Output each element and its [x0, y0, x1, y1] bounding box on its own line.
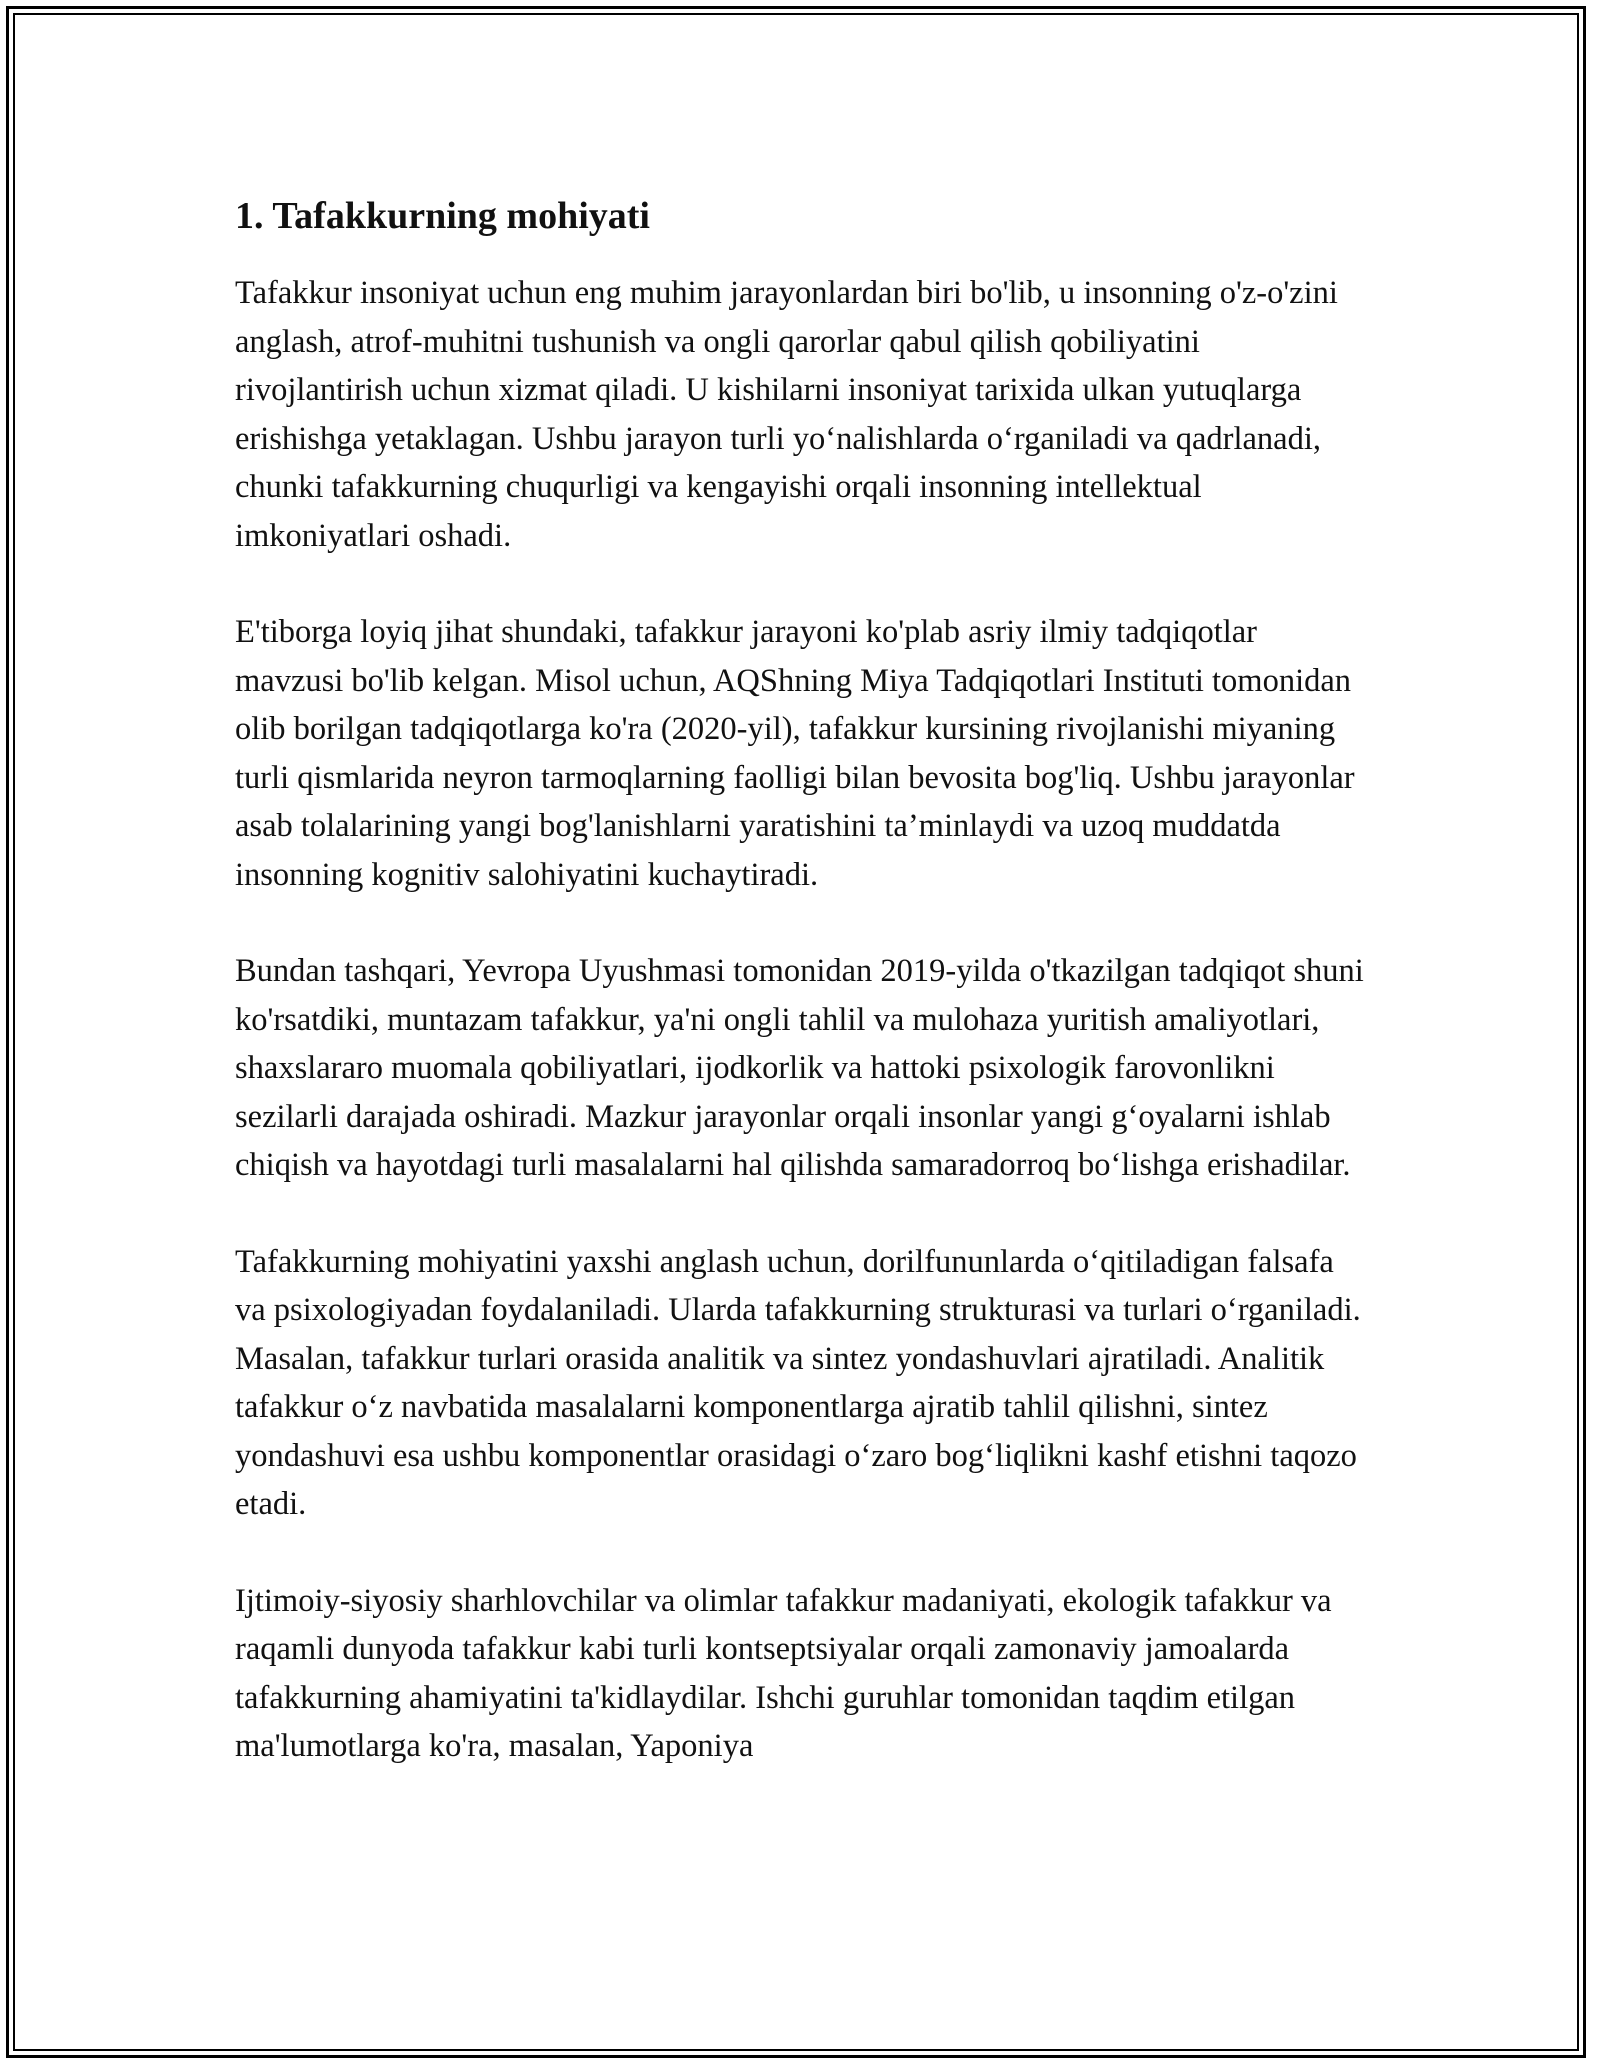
paragraph-2: E'tiborga loyiq jihat shundaki, tafakkur jarayoni ko'plab asriy ilmiy tadqiqotlar mavzusi bo'lib kelgan. Misol uchun, AQShning Miya Tadqiqotlari Instituti tomonidan olib borilgan tadqiqotlarga ko'ra (2020-yil), tafakkur kursining rivojlanishi miyaning turli qismlarida neyron tarmoqlarning faolligi bilan bevosita bog'liq. Ushbu jarayonlar asab tolalarining yangi bog'lanishlarni yaratishini ta’minlaydi va uzoq muddatda insonning kognitiv salohiyatini kuchaytiradi.: [235, 614, 1355, 893]
section-heading: 1. Tafakkurning mohiyati: [235, 195, 650, 237]
paragraph-1: Tafakkur insoniyat uchun eng muhim jarayonlardan biri bo'lib, u insonning o'z-o'zini anglash, atrof-muhitni tushunish va ongli qarorlar qabul qilish qobiliyatini rivojlantirish uchun xizmat qiladi. U kishilarni insoniyat tarixida ulkan yutuqlarga erishishga yetaklagan. Ushbu jarayon turli yo‘nalishlarda o‘rganiladi va qadrlanadi, chunki tafakkurning chuqurligi va kengayishi orqali insonning intellektual imkoniyatlari oshadi.: [235, 275, 1338, 554]
paragraph-3: Bundan tashqari, Yevropa Uyushmasi tomonidan 2019-yilda o'tkazilgan tadqiqot shuni ko'rsatdiki, muntazam tafakkur, ya'ni ongli tahlil va mulohaza yuritish amaliyotlari, shaxslararo muomala qobiliyatlari, ijodkorlik va hattoki psixologik farovonlikni sezilarli darajada oshiradi. Mazkur jarayonlar orqali insonlar yangi g‘oyalarni ishlab chiqish va hayotdagi turli masalalarni hal qilishda samaradorroq bo‘lishga erishadilar.: [235, 953, 1364, 1184]
paragraph-4: Tafakkurning mohiyatini yaxshi anglash uchun, dorilfununlarda o‘qitiladigan falsafa va psixologiyadan foydalaniladi. Ularda tafakkurning strukturasi va turlari o‘rganiladi. Masalan, tafakkur turlari orasida analitik va sintez yondashuvlari ajratiladi. Analitik tafakkur o‘z navbatida masalalarni komponentlarga ajratib tahlil qilishni, sintez yondashuvi esa ushbu komponentlar orasidagi o‘zaro bog‘liqlikni kashf etishni taqozo etadi.: [235, 1243, 1361, 1523]
paragraph-5: Ijtimoiy-siyosiy sharhlovchilar va olimlar tafakkur madaniyati, ekologik tafakkur va raqamli dunyoda tafakkur kabi turli kontseptsiyalar orqali zamonaviy jamoalarda tafakkurning ahamiyatini ta'kidlaydilar. Ishchi guruhlar tomonidan taqdim etilgan ma'lumotlarga ko'ra, masalan, Yaponiya: [235, 1582, 1332, 1765]
document-body: [235, 180, 1370, 1819]
